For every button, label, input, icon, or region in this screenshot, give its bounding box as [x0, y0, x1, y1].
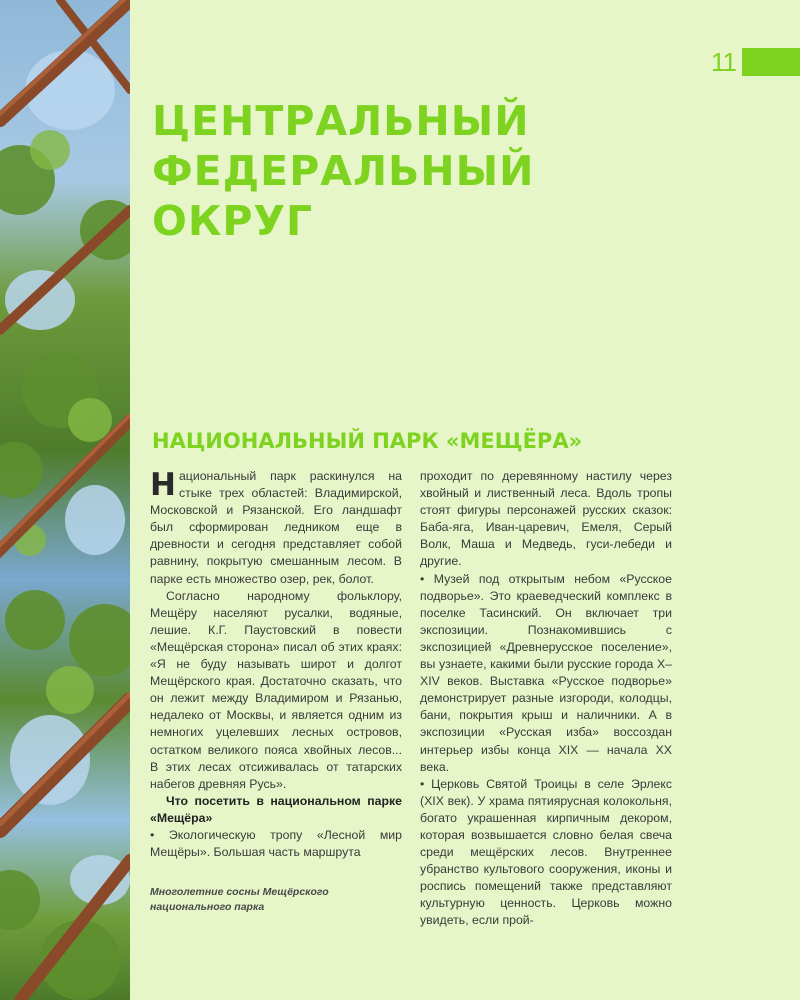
pine-trunks-illustration: [0, 0, 130, 1000]
page-number-block: [711, 48, 800, 76]
pine-forest-photo: [0, 0, 130, 1000]
chapter-title-line-3: ОКРУГ: [152, 197, 314, 245]
text-column-left: [150, 468, 402, 861]
section-title: НАЦИОНАЛЬНЫЙ ПАРК «МЕЩЁРА»: [152, 429, 583, 453]
page-number: 11: [711, 47, 736, 77]
what-to-visit-heading: Что посетить в национальном парке «Мещёра»: [150, 793, 402, 825]
chapter-title-line-2: ФЕДЕРАЛЬНЫЙ: [152, 147, 535, 195]
paragraph-museum: • Музей под открытым небом «Русское подворье». Это краеведческий комплекс в поселке Тасинский. Он включает три экспозиции. Познакомившись с экспозицией «Древнерусское поселение», вы узнаете, какими были русские города X–XIV веков. Выставка «Русское подворье» демонстрирует разные изгороди, колодцы, бани, покрытия крыш и наличники. А в экспозиции «Русская изба» воссоздан интерьер избы конца XIX — начала XX века.: [420, 571, 672, 774]
photo-caption: Многолетние сосны Мещёрского национального парка: [150, 886, 329, 913]
paragraph-church: • Церковь Святой Троицы в селе Эрлекс (XIX век). У храма пятиярусная колокольня, богато украшенная кирпичным декором, которая возвышается словно белая свеча среди мещёрских лесов. Внутреннее убранство культового сооружения, иконы и роспись помещений также представляют культурную ценность. Церковь можно увидеть, если прой-: [420, 776, 672, 928]
paragraph-intro-text: ациональный парк раскинулся на стыке трех областей: Владимирской, Московской и Рязанской. Его ландшафт был сформирован ледником еще в древности и сегодня представляет собой равнину, покрытую смешанным лесом. В парке есть множество озер, рек, болот.: [150, 469, 402, 586]
chapter-title-line-1: ЦЕНТРАЛЬНЫЙ: [152, 97, 530, 145]
text-column-right: [420, 468, 672, 930]
paragraph-eco-trail: • Экологическую тропу «Лесной мир Мещёры». Большая часть маршрута: [150, 827, 402, 860]
drop-cap: Н: [150, 467, 176, 503]
chapter-title: [152, 96, 672, 246]
paragraph-folklore: Согласно народному фольклору, Мещёру населяют русалки, водяные, лешие. К.Г. Паустовский в повести «Мещёрская сторона» писал об этих краях: «Я не буду называть широт и долгот Мещёрского края. Достаточно сказать, что он лежит между Владимиром и Рязанью, недалеко от Москвы, и является одним из немногих уцелевших лесных островов, остатком великого пояса хвойных лесов... В этих лесах отсиживалась от татарских набегов древняя Русь».: [150, 588, 402, 791]
paragraph-intro: [150, 468, 402, 588]
paragraph-trail-continued: проходит по деревянному настилу через хвойный и лиственный леса. Вдоль тропы стоят фигуры персонажей русских сказок: Баба-яга, Иван-царевич, Емеля, Серый Волк, Маша и Медведь, гуси-лебеди и другие.: [420, 469, 672, 569]
page-number-bar: [742, 48, 800, 76]
